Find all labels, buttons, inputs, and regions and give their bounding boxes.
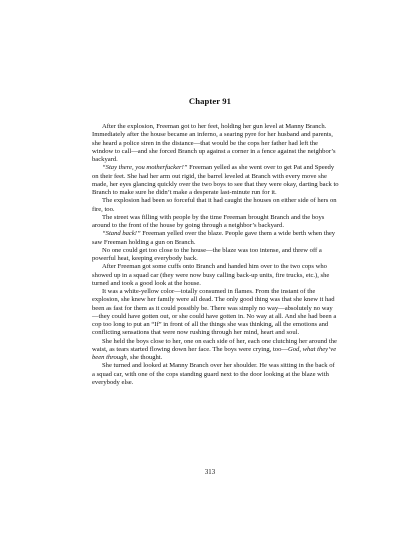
text-run: She turned and looked at Manny Branch over her shoulder. He was sitting in the back of a squad car, with one of the cops standing guard next to the door looking at the blaze with everybody else. — [92, 362, 335, 386]
text-run: Freeman yelled over the blaze. People gave them a wide berth when they saw Freeman holding a gun on Branch. — [92, 230, 336, 246]
text-run: The street was filling with people by the time Freeman brought Branch and the boys around to the front of the house by going through a neighbor’s backyard. — [92, 213, 325, 229]
paragraph — [92, 214, 339, 231]
italic-text: God, what they’ve been through, — [92, 345, 337, 361]
text-run: After the explosion, Freeman got to her feet, holding her gun level at Manny Branch. Immediately after the house became an inferno, a searing pyre for her husband and parents, she heard a police siren in the distance—that would be the cops her father had left the window to call—and she forced Branch up against a corner in a fence against the neighbor’s backyard. — [92, 123, 336, 163]
paragraph — [92, 164, 339, 197]
text-run: She held the boys close to her, one on each side of her, each one clutching her around the waist, as tears started flowing down her face. The boys were crying, too— — [92, 337, 337, 353]
text-run: After Freeman got some cuffs onto Branch and handed him over to the two cops who showed up in a squad car (they were now busy calling back-up units, fire trucks, etc.), she turned and took a good look at the house. — [92, 263, 330, 287]
paragraph — [92, 288, 339, 338]
paragraph — [92, 247, 339, 264]
chapter-title: Chapter 91 — [188, 96, 232, 106]
paragraph — [92, 338, 339, 363]
text-run: she thought. — [128, 354, 163, 361]
italic-text: “Stay there, you motherfucker!” — [102, 164, 188, 172]
paragraph — [92, 263, 339, 288]
chapter-body — [92, 123, 339, 387]
italic-text: “Stand back!” — [102, 230, 141, 238]
text-run: The explosion had been so forceful that it had caught the houses on either side of hers on fire, too. — [92, 197, 337, 213]
page-number: 313 — [204, 469, 216, 476]
text-run: No one could get too close to the house—the blaze was too intense, and threw off a powerful heat, keeping everybody back. — [92, 246, 322, 262]
paragraph — [92, 123, 339, 164]
text-run: Freeman yelled as she went over to get Pat and Speedy on their feet. She had her arm out rigid, the barrel leveled at Branch with every move she made, her eyes glancing quickly over the two boys to see that they were okay, darting back to Branch to make sure he didn’t make a desperate last-minute run for it. — [92, 164, 339, 196]
paragraph — [92, 230, 339, 247]
text-run: It was a white-yellow color—totally consumed in flames. From the instant of the explosion, she knew her family were all dead. The only good thing was that she knew it had been as fast for them as it could possibly be. There was simply no way—absolutely no way—they could have gotten out, or she could have gotten in. No way at all. And she had been a cop too long to put an “If” in front of all the things she was thinking, all the emotions and conflicting sensations that were now rushing through her mind, heart and soul. — [92, 288, 337, 337]
paragraph — [92, 197, 339, 214]
paragraph — [92, 362, 339, 387]
